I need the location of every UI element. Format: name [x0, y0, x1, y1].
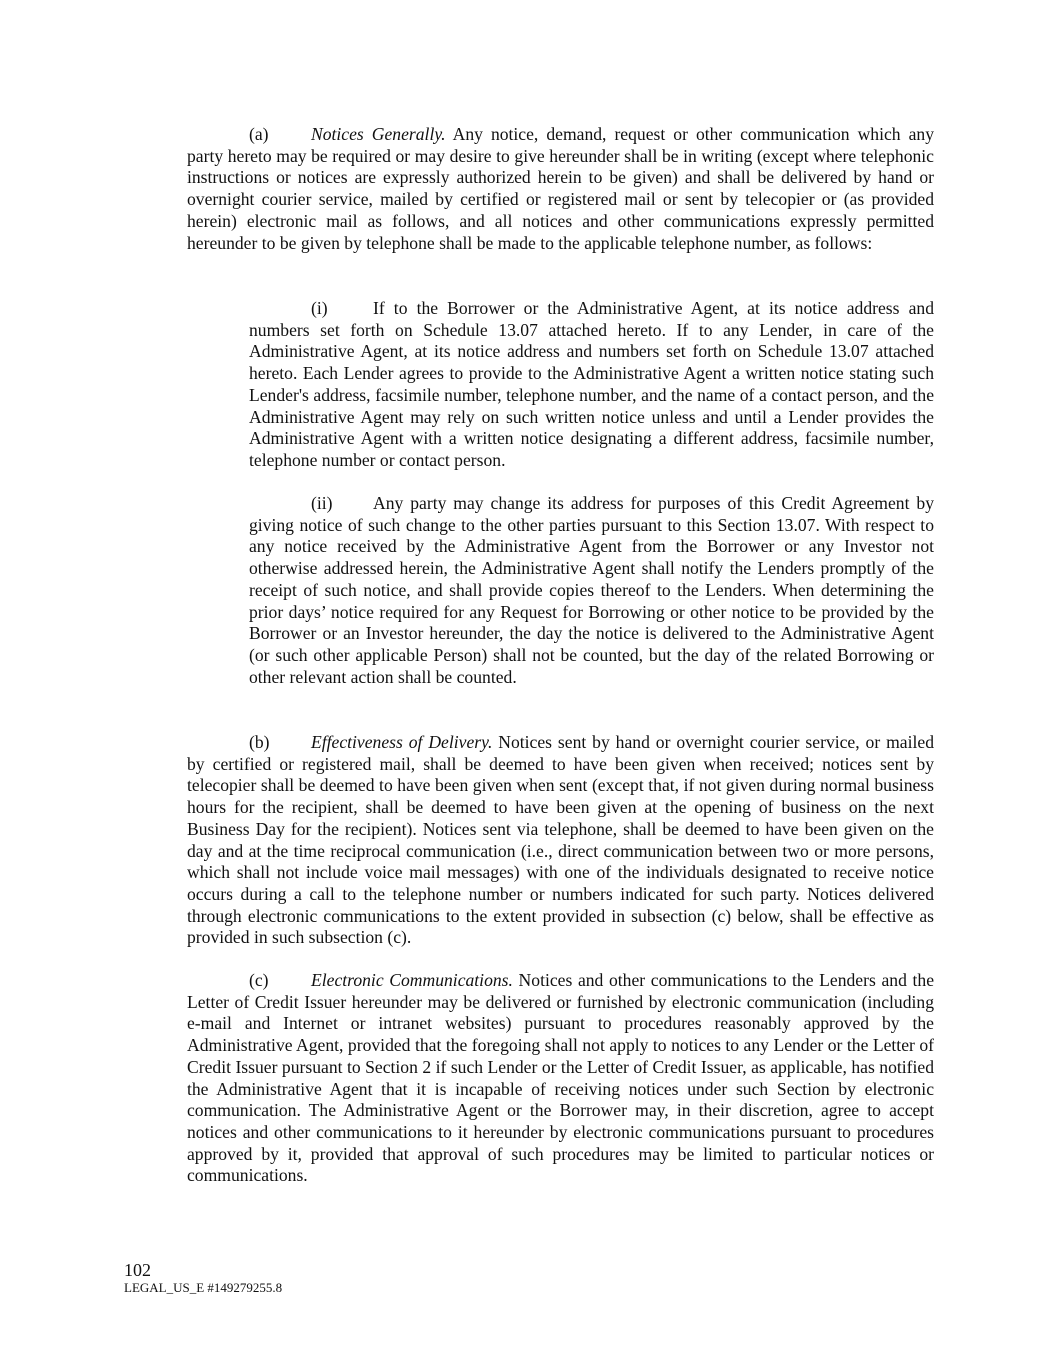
paragraph-c	[187, 970, 934, 1187]
paragraph-heading: Electronic Communications.	[311, 970, 513, 990]
paragraph-a	[187, 124, 934, 254]
paragraph-label: (b)	[249, 732, 270, 752]
document-id: LEGAL_US_E #149279255.8	[124, 1280, 283, 1295]
paragraph-label: (ii)	[311, 493, 333, 513]
paragraph-text: Any notice, demand, request or other communication which any party hereto may be required or may desire to give hereunder shall be in writing (except where telephonic instructions or notices are expressly authorized herein to be given) and shall be delivered by hand or overnight courier service, mailed by certified or registered mail or sent by telecopier or (as provided herein) electronic mail as follows, and all notices and other communications expressly permitted hereunder to be given by telephone shall be made to the applicable telephone number, as follows:	[187, 124, 934, 253]
paragraph-a-i	[249, 298, 934, 472]
paragraph-label: (c)	[249, 970, 269, 990]
paragraph-heading: Notices Generally.	[311, 124, 446, 144]
paragraph-text: Notices sent by hand or overnight courier service, or mailed by certified or registered mail, shall be deemed to have been given when received; notices sent by telecopier shall be deemed to have been given when sent (except that, if not given during normal business hours for the recipient, shall be deemed to have been given at the opening of business on the next Business Day for the recipient). Notices sent via telephone, shall be deemed to have been given on the day and at the time reciprocal communication (i.e., direct communication between two or more persons, which shall not include voice mail messages) with one of the individuals designated to receive notice occurs during a call to the telephone number or numbers indicated for such party. Notices delivered through electronic communications to the extent provided in subsection (c) below, shall be effective as provided in such subsection (c).	[187, 732, 934, 948]
paragraph-label: (a)	[249, 124, 269, 144]
paragraph-heading: Effectiveness of Delivery.	[311, 732, 493, 752]
paragraph-label: (i)	[311, 298, 328, 318]
paragraph-text: If to the Borrower or the Administrative Agent, at its notice address and numbers set forth on Schedule 13.07 attached hereto. If to any Lender, in care of the Administrative Agent, at its notice address and numbers set forth on Schedule 13.07 attached hereto. Each Lender agrees to provide to the Administrative Agent a written notice stating such Lender's address, facsimile number, telephone number, and the name of a contact person, and the Administrative Agent may rely on such written notice unless and until a Lender provides the Administrative Agent with a written notice designating a different address, facsimile number, telephone number or contact person.	[249, 298, 934, 470]
paragraph-b	[187, 732, 934, 949]
page-number: 102	[124, 1260, 151, 1280]
paragraph-a-ii	[249, 493, 934, 688]
paragraph-text: Notices and other communications to the Lenders and the Letter of Credit Issuer hereunder may be delivered or furnished by electronic communication (including e-mail and Internet or intranet websites) pursuant to procedures reasonably approved by the Administrative Agent, provided that the foregoing shall not apply to notices to any Lender or the Letter of Credit Issuer pursuant to Section 2 if such Lender or the Letter of Credit Issuer, as applicable, has notified the Administrative Agent that it is incapable of receiving notices under such Section by electronic communication. The Administrative Agent or the Borrower may, in their discretion, agree to accept notices and other communications to it hereunder by electronic communications pursuant to procedures approved by it, provided that approval of such procedures may be limited to particular notices or communications.	[187, 970, 935, 1186]
page-footer	[124, 1260, 282, 1296]
paragraph-text: Any party may change its address for purposes of this Credit Agreement by giving notice of such change to the other parties pursuant to this Section 13.07. With respect to any notice received by the Administrative Agent from the Borrower or any Investor not otherwise addressed herein, the Administrative Agent shall notify the Lenders promptly of the receipt of such notice, and shall provide copies thereof to the Lenders. When determining the prior days’ notice required for any Request for Borrowing or other notice to be provided by the Borrower or an Investor hereunder, the day the notice is delivered to the Administrative Agent (or such other applicable Person) shall not be counted, but the day of the related Borrowing or other relevant action shall be counted.	[249, 493, 934, 687]
